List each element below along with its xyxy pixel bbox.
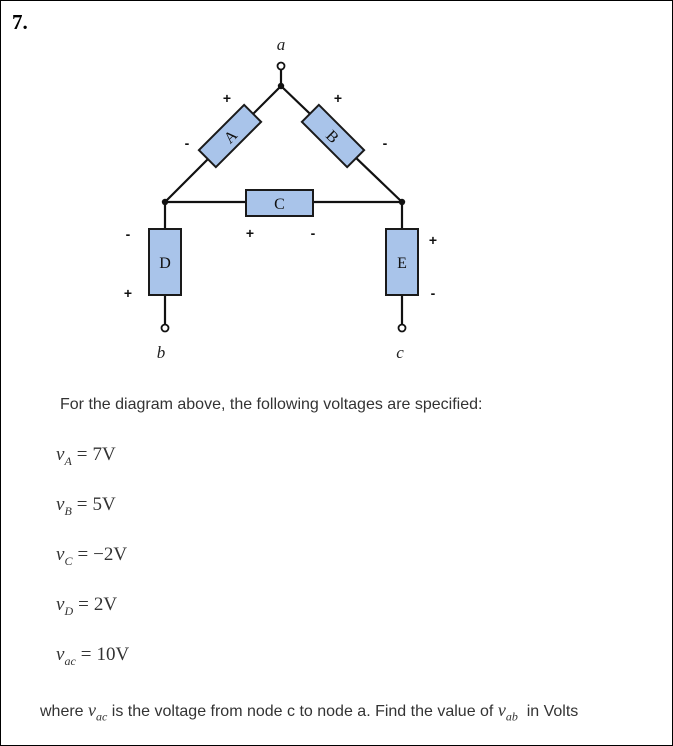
sign-B-minus: - — [382, 135, 388, 151]
sign-E-plus: + — [428, 232, 438, 248]
node-c-label: c — [396, 343, 404, 362]
sign-D-minus: - — [125, 226, 131, 242]
eq-rel: = — [80, 644, 92, 665]
junction-right — [399, 199, 405, 205]
eq-value: 2V — [93, 594, 118, 615]
sign-D-plus: + — [123, 285, 133, 301]
junction-top — [278, 83, 284, 89]
eq-rel: = — [77, 544, 89, 565]
eq-sub: ac — [64, 653, 76, 668]
equation-vA — [56, 444, 116, 469]
equation-vB — [56, 494, 116, 519]
var-sub-ac: ac — [96, 709, 108, 724]
eq-value: 7V — [92, 444, 116, 465]
component-D-label: D — [159, 255, 171, 272]
eq-var: v — [56, 594, 65, 615]
problem-number: 7. — [12, 10, 28, 34]
eq-value: −2V — [93, 544, 128, 565]
intro-text: For the diagram above, the following voltages are specified: — [60, 396, 483, 413]
eq-rel: = — [76, 444, 88, 465]
eq-value: 10V — [96, 644, 130, 665]
eq-value: 5V — [92, 494, 116, 515]
component-E-label: E — [397, 255, 407, 272]
sign-C-minus: - — [310, 225, 316, 241]
sign-B-plus: + — [333, 90, 343, 106]
question-var-vab — [497, 700, 518, 724]
question-part2: is the voltage from node c to node a. Find the value of — [107, 703, 498, 720]
eq-sub: A — [64, 453, 72, 468]
eq-sub: B — [64, 503, 72, 518]
question-part1: where — [40, 703, 89, 720]
question-part3: in Volts — [517, 703, 579, 720]
equation-vD — [56, 594, 117, 619]
terminal-c — [399, 325, 406, 332]
equation-vac — [56, 644, 129, 669]
node-a-label: a — [276, 35, 286, 54]
eq-var: v — [56, 544, 65, 565]
eq-sub: C — [64, 553, 73, 568]
sign-A-plus: + — [222, 90, 232, 106]
var-sub-ab: ab — [505, 709, 518, 724]
question-text — [40, 700, 578, 725]
component-C-label: C — [274, 196, 285, 213]
eq-rel: = — [78, 594, 89, 615]
var-v: v — [497, 700, 506, 720]
node-b-label: b — [156, 343, 166, 362]
sign-C-plus: + — [245, 225, 255, 241]
component-A-label: A — [220, 126, 242, 148]
component-B — [302, 105, 364, 167]
eq-var: v — [56, 494, 65, 515]
component-E — [386, 229, 418, 295]
var-v: v — [88, 700, 97, 720]
terminal-b — [162, 325, 169, 332]
component-B-label: B — [322, 127, 342, 147]
component-D — [149, 229, 181, 295]
eq-rel: = — [76, 494, 88, 515]
terminal-a — [278, 63, 285, 70]
equation-vC — [56, 544, 127, 569]
eq-sub: D — [64, 603, 74, 618]
component-A — [199, 105, 261, 167]
component-C — [246, 190, 313, 216]
junction-left — [162, 199, 168, 205]
sign-E-minus: - — [430, 285, 436, 301]
question-var-vac — [88, 700, 108, 724]
sign-A-minus: - — [184, 135, 190, 151]
eq-var: v — [56, 444, 65, 465]
eq-var: v — [56, 644, 65, 665]
